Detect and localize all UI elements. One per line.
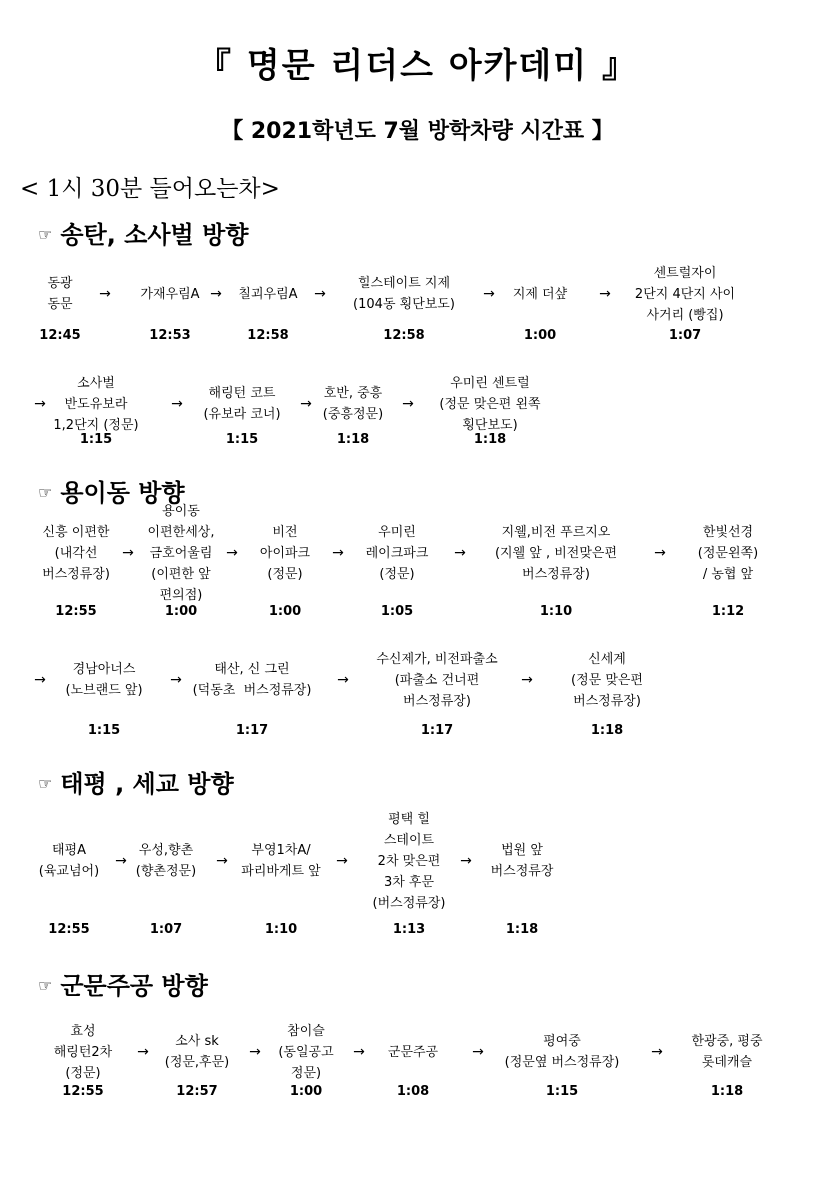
stop-time: 1:10 [539, 604, 573, 619]
stop-name: 우미린 레이크파크 (정문) [365, 525, 429, 582]
right-arrow-icon: → [460, 853, 472, 869]
right-arrow-icon: → [651, 1044, 663, 1060]
right-arrow-icon: → [353, 1044, 365, 1060]
right-arrow-icon: → [34, 396, 46, 412]
stop-name: 용이동 이편한세상, 금호어울림 (이편한 앞 편의점) [147, 504, 215, 603]
pointing-hand-icon: ☞ [38, 976, 53, 995]
right-arrow-icon: → [454, 545, 466, 561]
stop-time: 1:10 [264, 922, 298, 937]
stop-time: 1:15 [87, 723, 121, 738]
right-arrow-icon: → [170, 672, 182, 688]
stop-name: 군문주공 [387, 1045, 439, 1060]
stop-name: 평택 힐 스테이트 2차 맞은편 3차 후문 (버스정류장) [372, 812, 446, 911]
stop-time: 1:13 [392, 922, 426, 937]
pointing-hand-icon: ☞ [38, 225, 53, 244]
stop-time: 1:18 [710, 1084, 744, 1099]
right-arrow-icon: → [654, 545, 666, 561]
stop-name: 부영1차A/ 파리바게트 앞 [241, 843, 321, 879]
right-arrow-icon: → [115, 853, 127, 869]
right-arrow-icon: → [337, 672, 349, 688]
stop-time: 1:00 [164, 604, 198, 619]
stop-name: 소사 sk (정문,후문) [164, 1034, 230, 1070]
right-arrow-icon: → [34, 672, 46, 688]
stop-time: 1:12 [711, 604, 745, 619]
stop-name: 한광중, 평중 롯데캐슬 [691, 1034, 763, 1070]
stop-name: 칠괴우림A [238, 287, 298, 302]
stop-name: 법원 앞 버스정류장 [490, 843, 554, 879]
stop-name: 경남아너스 (노브랜드 앞) [65, 662, 143, 698]
section-title: 송탄, 소사벌 방향 [60, 221, 249, 249]
stop-name: 효성 해링턴2차 (정문) [53, 1024, 113, 1081]
stop-name: 힐스테이트 지제 (104동 횡단보도) [353, 276, 455, 312]
stop-name: 소사벌 반도유보라 1,2단지 (정문) [53, 376, 139, 433]
stop-time: 1:07 [149, 922, 183, 937]
stop-name: 한빛선경 (정문왼쪽) / 농협 앞 [697, 525, 759, 582]
right-arrow-icon: → [483, 286, 495, 302]
stop-name: 센트럴자이 2단지 4단지 사이 사거리 (빵집) [634, 266, 736, 323]
stop-name: 평여중 (정문옆 버스정류장) [504, 1034, 620, 1070]
right-arrow-icon: → [137, 1044, 149, 1060]
stop-name: 태평A (육교넘어) [38, 843, 100, 879]
page-title: 『 명문 리더스 아카데미 』 [197, 46, 638, 86]
stop-time: 12:58 [383, 328, 425, 343]
stop-time: 1:00 [523, 328, 557, 343]
section-title: 용이동 방향 [60, 479, 185, 507]
stop-time: 12:55 [62, 1084, 104, 1099]
stop-name: 지제 더샾 [512, 287, 568, 302]
pointing-hand-icon: ☞ [38, 483, 53, 502]
stop-time: 1:15 [225, 432, 259, 447]
stop-time: 1:17 [420, 723, 454, 738]
stop-time: 1:05 [380, 604, 414, 619]
stop-name: 수신제가, 비전파출소 (파출소 건너편 버스정류장) [376, 652, 498, 709]
stop-time: 1:18 [590, 723, 624, 738]
section-title: 태평 , 세교 방향 [60, 770, 234, 798]
stop-name: 동광 동문 [47, 276, 73, 312]
right-arrow-icon: → [314, 286, 326, 302]
stop-name: 신세계 (정문 맞은편 버스정류장) [571, 652, 643, 709]
right-arrow-icon: → [99, 286, 111, 302]
stop-time: 1:15 [545, 1084, 579, 1099]
right-arrow-icon: → [122, 545, 134, 561]
pointing-hand-icon: ☞ [38, 774, 53, 793]
stop-time: 1:17 [235, 723, 269, 738]
right-arrow-icon: → [472, 1044, 484, 1060]
stop-time: 1:18 [473, 432, 507, 447]
stop-time: 12:57 [176, 1084, 218, 1099]
stop-name: 해링턴 코트 (유보라 코너) [203, 386, 281, 422]
stop-time: 12:58 [247, 328, 289, 343]
right-arrow-icon: → [402, 396, 414, 412]
right-arrow-icon: → [216, 853, 228, 869]
stop-time: 1:00 [289, 1084, 323, 1099]
stop-time: 12:55 [48, 922, 90, 937]
stop-time: 12:45 [39, 328, 81, 343]
stop-name: 태산, 신 그린 (덕동초 버스정류장) [192, 662, 312, 698]
stop-name: 우미린 센트럴 (정문 맞은편 왼쪽 횡단보도) [439, 376, 541, 433]
stop-time: 1:08 [396, 1084, 430, 1099]
right-arrow-icon: → [521, 672, 533, 688]
right-arrow-icon: → [210, 286, 222, 302]
section-header [38, 215, 248, 250]
page-subtitle: 【 2021학년도 7월 방학차량 시간표 】 [221, 119, 614, 144]
right-arrow-icon: → [300, 396, 312, 412]
stop-name: 비전 아이파크 (정문) [259, 525, 311, 582]
right-arrow-icon: → [226, 545, 238, 561]
section-header [38, 966, 208, 1001]
stop-time: 12:53 [149, 328, 191, 343]
stop-name: 신흥 이편한 (내각선 버스정류장) [42, 525, 110, 582]
stop-time: 1:07 [668, 328, 702, 343]
stop-time: 12:55 [55, 604, 97, 619]
right-arrow-icon: → [332, 545, 344, 561]
stop-name: 호반, 중흥 (중흥정문) [322, 386, 384, 422]
section-header [38, 764, 234, 799]
stop-name: 지웰,비전 푸르지오 (지웰 앞 , 비전맞은편 버스정류장) [494, 525, 618, 582]
right-arrow-icon: → [171, 396, 183, 412]
stop-time: 1:18 [505, 922, 539, 937]
stop-name: 가재우림A [140, 287, 200, 302]
stop-time: 1:18 [336, 432, 370, 447]
right-arrow-icon: → [249, 1044, 261, 1060]
right-arrow-icon: → [599, 286, 611, 302]
stop-time: 1:15 [79, 432, 113, 447]
stop-name: 참이슬 (동일공고 정문) [278, 1024, 334, 1081]
time-heading: < 1시 30분 들어오는차> [20, 176, 280, 202]
stop-name: 우성,향촌 (향촌정문) [135, 843, 197, 879]
right-arrow-icon: → [336, 853, 348, 869]
section-title: 군문주공 방향 [60, 972, 208, 1000]
stop-time: 1:00 [268, 604, 302, 619]
